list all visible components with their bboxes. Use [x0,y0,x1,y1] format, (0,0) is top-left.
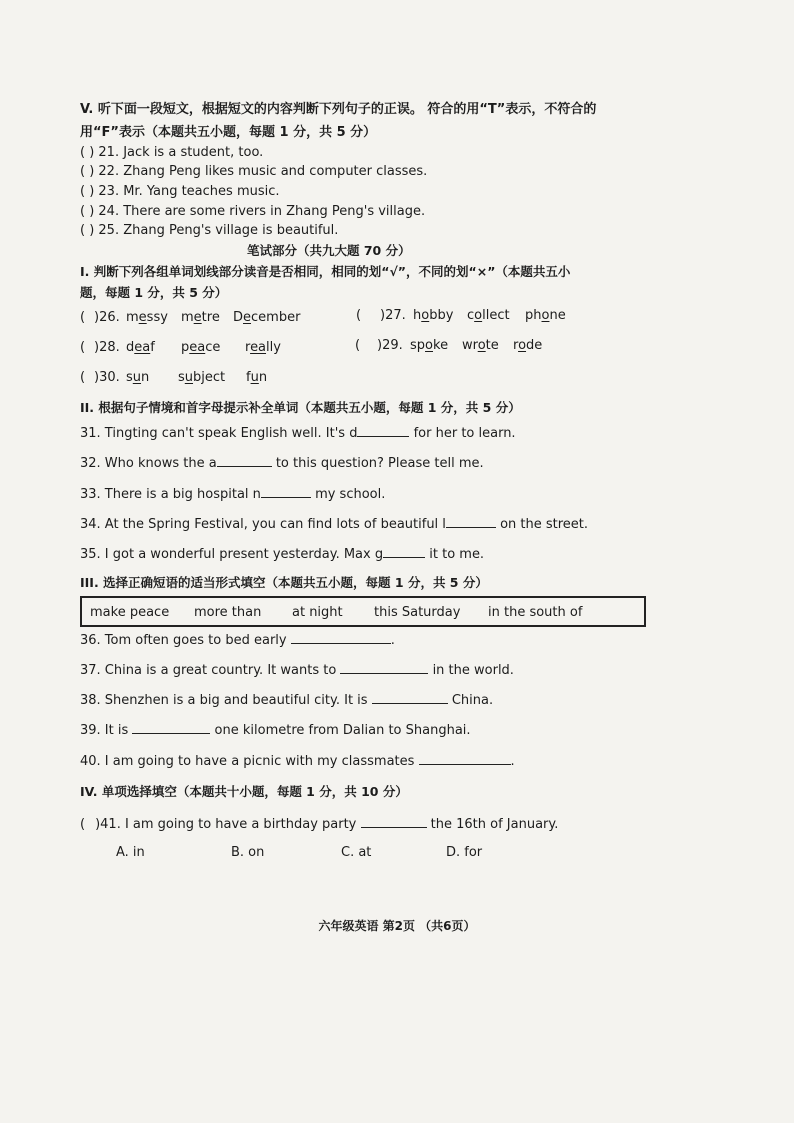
question-36-text-end: . [390,633,395,648]
section-i-title-line2: 题，每题 1 分，共 5 分） [80,285,228,300]
question-34-text-end: on the street. [500,517,589,532]
option-c[interactable]: C. at [341,845,372,860]
answer-blank[interactable] [372,690,448,704]
phrase-at-night: at night [292,605,343,620]
section-v-title-line1: V. 听下面一段短文，根据短文的内容判断下列句子的正误。 符合的用“T”表示，不符合的 [80,102,597,117]
question-32 [80,453,484,473]
question-36-text: 36. Tom often goes to bed early [80,633,287,648]
question-34-text: 34. At the Spring Festival, you can find lots of beautiful l [80,517,446,532]
word-metre: metre [181,310,220,325]
written-part-title: 笔试部分（共九大题 70 分） [247,243,411,258]
section-ii-title: II. 根据句子情境和首字母提示补全单词（本题共五小题，每题 1 分，共 5 分） [80,400,521,415]
question-41 [80,814,558,834]
question-37-text-end: in the world. [432,663,514,678]
question-number: )30. [94,370,120,385]
question-37 [80,660,514,680]
answer-blank[interactable] [419,751,511,765]
word-rode: rode [513,338,543,353]
section-iii-title: III. 选择正确短语的适当形式填空（本题共五小题，每题 1 分，共 5 分） [80,575,488,590]
question-34 [80,514,588,534]
word-deaf: deaf [126,340,155,355]
option-d[interactable]: D. for [446,845,483,860]
question-23: ( ) 23. Mr. Yang teaches music. [80,184,280,199]
question-36 [80,630,395,650]
answer-paren: ( [80,310,86,325]
question-41-text: )41. I am going to have a birthday party [95,817,357,832]
answer-blank[interactable] [340,660,428,674]
word-sun: sun [126,370,150,385]
question-33-text: 33. There is a big hospital n [80,487,261,502]
phrase-box [80,596,646,627]
word-december: December [233,310,301,325]
question-number: )26. [94,310,120,325]
answer-blank[interactable] [383,544,425,558]
word-subject: subject [178,370,226,385]
answer-blank[interactable] [132,720,210,734]
phrase-make-peace: make peace [90,605,170,620]
word-messy: messy [126,310,168,325]
question-37-text: 37. China is a great country. It wants to [80,663,337,678]
word-phone: phone [525,308,566,323]
answer-blank[interactable] [291,630,391,644]
question-35 [80,544,484,564]
answer-blank[interactable] [357,423,409,437]
answer-paren: ( [80,370,86,385]
answer-blank[interactable] [361,814,427,828]
question-31-text: 31. Tingting can't speak English well. It's d [80,426,358,441]
question-number: )29. [377,338,403,353]
question-40-text-end: . [510,754,515,769]
question-33 [80,484,385,504]
answer-paren: ( [80,817,86,832]
question-31 [80,423,516,443]
answer-paren: ( [80,340,86,355]
question-40-text: 40. I am going to have a picnic with my classmates [80,754,415,769]
question-38-text-end: China. [451,693,494,708]
question-40 [80,751,515,771]
answer-blank[interactable] [217,453,272,467]
page-footer: 六年级英语 第2页 （共6页） [318,919,476,933]
word-hobby: hobby [413,308,454,323]
word-fun: fun [246,370,268,385]
question-38 [80,690,493,710]
question-33-text-end: my school. [315,487,386,502]
phrase-more-than: more than [194,605,262,620]
word-wrote: wrote [462,338,499,353]
question-39-text: 39. It is [80,723,129,738]
question-38-text: 38. Shenzhen is a big and beautiful city. It is [80,693,368,708]
section-iv-title: IV. 单项选择填空（本题共十小题，每题 1 分，共 10 分） [80,784,408,799]
section-v-title-line2: 用“F”表示（本题共五小题，每题 1 分，共 5 分） [80,125,377,140]
section-i-title-line1: I. 判断下列各组单词划线部分读音是否相同，相同的划“√”，不同的划“×”（本题共五小 [80,264,571,279]
question-32-text-end: to this question? Please tell me. [275,456,484,471]
word-collect: collect [467,308,510,323]
answer-paren: ( [355,338,361,353]
question-21: ( ) 21. Jack is a student, too. [80,145,264,160]
question-41-text-end: the 16th of January. [430,817,559,832]
question-24: ( ) 24. There are some rivers in Zhang Peng's village. [80,204,426,219]
question-39-text-end: one kilometre from Dalian to Shanghai. [214,723,471,738]
question-22: ( ) 22. Zhang Peng likes music and computer classes. [80,164,428,179]
question-31-text-end: for her to learn. [413,426,516,441]
phrase-in-the-south-of: in the south of [488,605,583,620]
question-number: )28. [94,340,120,355]
answer-blank[interactable] [446,514,496,528]
option-b[interactable]: B. on [231,845,265,860]
question-25: ( ) 25. Zhang Peng's village is beautiful. [80,223,339,238]
question-number: )27. [380,308,406,323]
word-really: really [245,340,281,355]
answer-paren: ( [356,308,362,323]
word-spoke: spoke [410,338,449,353]
option-a[interactable]: A. in [116,845,145,860]
question-32-text: 32. Who knows the a [80,456,217,471]
question-35-text: 35. I got a wonderful present yesterday. Max g [80,547,384,562]
question-35-text-end: it to me. [429,547,485,562]
phrase-this-saturday: this Saturday [374,605,461,620]
question-39 [80,720,471,740]
word-peace: peace [181,340,221,355]
answer-blank[interactable] [261,484,311,498]
